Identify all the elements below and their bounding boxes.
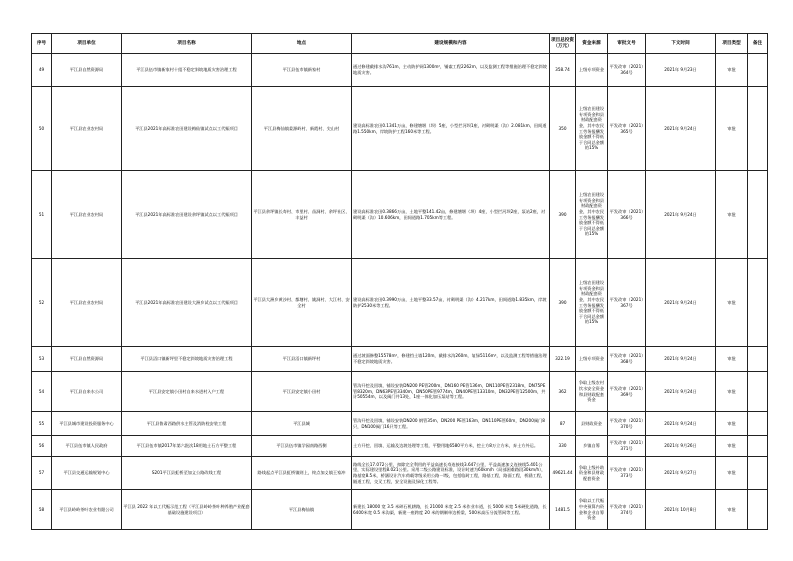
cell-fund: 上级农田建设专项资金和县财政配套资金，其中农民工劳务报酬发放金额不得低于合同总金额的15% bbox=[576, 171, 608, 259]
table-row bbox=[32, 457, 768, 490]
cell-unit: 平江县自来水公司 bbox=[52, 372, 122, 412]
cell-place: 平江县余坪镇长寿村、市里村、苗洞村、余坪社区、丰益村 bbox=[252, 171, 352, 259]
cell-invest: 358.74 bbox=[550, 54, 576, 87]
cell-date: 2021年 10月8日 bbox=[646, 490, 716, 530]
cell-date: 2021年 9月24日 bbox=[646, 171, 716, 259]
table-header-row bbox=[32, 34, 768, 54]
table-row bbox=[32, 372, 768, 412]
header-cell: 审批文号 bbox=[608, 34, 646, 54]
cell-type: 审批 bbox=[716, 259, 748, 347]
cell-note bbox=[748, 171, 768, 259]
cell-note bbox=[748, 87, 768, 171]
cell-note bbox=[748, 436, 768, 457]
cell-no: 50 bbox=[32, 87, 52, 171]
cell-unit: 平江县交通运输规划中心 bbox=[52, 457, 122, 490]
cell-content: 通过坡面修整15578m²，修建挡土墙120m，截排水沟260m，复绿5116m²，以及监测工程等措施治理不稳定斜坡地质灾害。 bbox=[352, 347, 550, 372]
cell-content: 路线全长17.072公里，扣除完全利用的平益高速长寿连接线3.647公里，平益高速加义连接线5.401公里，实际建设里程8.021公里。采用二级公路建设标准，设计时速为60km/h（局部困难路段30km/h），路基宽8.5米，桥涵设计汽车荷载等级采用公路－I级，包括临时工程，路基工程，路面工程，桥涵工程，隧道工程，交叉工程，安全设施及绿化工程等。 bbox=[352, 457, 550, 490]
cell-invest: 1481.5 bbox=[550, 490, 576, 530]
cell-no: 51 bbox=[32, 171, 52, 259]
table-row bbox=[32, 412, 768, 436]
cell-approval: 平发改审（2021）374号 bbox=[608, 490, 646, 530]
cell-place: 平江县梅仙镇姜源岭村、新霞村、尖山村 bbox=[252, 87, 352, 171]
cell-type: 审批 bbox=[716, 347, 748, 372]
cell-note bbox=[748, 457, 768, 490]
cell-fund: 县财政资金 bbox=[576, 412, 608, 436]
cell-no: 56 bbox=[32, 436, 52, 457]
cell-fund: 争取以工代赈中央预算内资金和企业自筹资金 bbox=[576, 490, 608, 530]
cell-type: 审批 bbox=[716, 87, 748, 171]
cell-type: 审批 bbox=[716, 372, 748, 412]
header-cell: 项目单位 bbox=[52, 34, 122, 54]
table-row bbox=[32, 347, 768, 372]
project-approval-table bbox=[31, 33, 768, 530]
cell-approval: 平发改审（2021）370号 bbox=[608, 412, 646, 436]
cell-name: 平江县2021年高标准农田建设余坪镇试点以工代赈项目 bbox=[122, 171, 252, 259]
cell-date: 2021年 9月27日 bbox=[646, 457, 716, 490]
cell-fund: 争取上级农村饮水安全资金和县财政配套资金 bbox=[576, 372, 608, 412]
cell-approval: 平发改审（2021）366号 bbox=[608, 171, 646, 259]
cell-date: 2021年 9月24日 bbox=[646, 412, 716, 436]
cell-fund: 上级农田建设专项资金和县财政配套资金，其中农民工劳务报酬发放金额不得低于合同总金额的15% bbox=[576, 259, 608, 347]
cell-name: 平江县安定镇小田村自来水进村入户工程 bbox=[122, 372, 252, 412]
cell-name: S201平江县虹桥至加义公路改线工程 bbox=[122, 457, 252, 490]
cell-invest: 390 bbox=[550, 259, 576, 347]
header-cell: 项目名称 bbox=[122, 34, 252, 54]
cell-invest: 322.19 bbox=[550, 347, 576, 372]
cell-no: 52 bbox=[32, 259, 52, 347]
cell-date: 2021年 9月23日 bbox=[646, 54, 716, 87]
cell-name: 平江县鲁肃西路供水主管及消防栓安装工程 bbox=[122, 412, 252, 436]
cell-type: 审批 bbox=[716, 457, 748, 490]
cell-note bbox=[748, 372, 768, 412]
cell-invest: 49621.44 bbox=[550, 457, 576, 490]
cell-name: 平江县2021年高标准农田建设梅仙镇试点以工代赈项目 bbox=[122, 87, 252, 171]
cell-approval: 平发改审（2021）368号 bbox=[608, 347, 646, 372]
cell-content: 建设高标准农田0.3990万亩，土地平整33.57亩，衬砌明渠（沟）4.217km，田间道路1.835km，岸坡防护2530米等工程。 bbox=[352, 259, 550, 347]
table-row bbox=[32, 171, 768, 259]
cell-content: 建设高标准农田0.3866万亩，土地平整141.42亩，修建塘堰（坝）4座，小型拦河坝2座，泵站2座，衬砌明渠（沟）10.606km，田间道路1.705km等工程。 bbox=[352, 171, 550, 259]
cell-name: 平江县 2022 年以工代赈示范工程（平江县岭岭茶叶种养殖产业配套基础设施建设项目） bbox=[122, 490, 252, 530]
cell-content: 土方开挖、回填、运输及边坡处理等工程，平整用地6580平方米，挖土方8万立方米，弃土方外运。 bbox=[352, 436, 550, 457]
cell-approval: 平发改审（2021）367号 bbox=[608, 259, 646, 347]
cell-name: 平江县浯口镇新坪里不稳定斜坡地质灾害治理工程 bbox=[122, 347, 252, 372]
cell-content: 管沟开挖及回填，铺设安装DN200 PE管200m，DN160 PE管136m，DN110PE管2318m，DN75PE管8320m，DN63PE管3340m，DN50PE管9774m，DN40PE管13310m，DN32PE管12500m，共计50554m，以及阀门井13处，1座一体化加压泵站等工程。 bbox=[352, 372, 550, 412]
cell-type: 审批 bbox=[716, 171, 748, 259]
cell-no: 49 bbox=[32, 54, 52, 87]
cell-content: 通过修建截排水沟761m，主动防护网1300m²，铺索工程2262m，以及监测工程等措施治理不稳定斜坡地质灾害。 bbox=[352, 54, 550, 87]
cell-no: 58 bbox=[32, 490, 52, 530]
cell-approval: 平发改审（2021）364号 bbox=[608, 54, 646, 87]
cell-type: 审批 bbox=[716, 490, 748, 530]
cell-note bbox=[748, 54, 768, 87]
cell-date: 2021年 9月24日 bbox=[646, 87, 716, 171]
cell-date: 2021年 9月26日 bbox=[646, 436, 716, 457]
header-cell: 地点 bbox=[252, 34, 352, 54]
table-row bbox=[32, 259, 768, 347]
header-cell: 资金来源 bbox=[576, 34, 608, 54]
cell-unit: 平江县农业农村局 bbox=[52, 259, 122, 347]
cell-place: 平江县安定镇小田村 bbox=[252, 372, 352, 412]
header-cell: 备注 bbox=[748, 34, 768, 54]
cell-no: 54 bbox=[32, 372, 52, 412]
cell-approval: 平发改审（2021）373号 bbox=[608, 457, 646, 490]
table-row bbox=[32, 87, 768, 171]
header-cell: 下文时间 bbox=[646, 34, 716, 54]
cell-unit: 平江县自然资源局 bbox=[52, 347, 122, 372]
cell-place: 平江县城 bbox=[252, 412, 352, 436]
cell-name: 平江县伍市镇2017年第六批次18用地土石方平整工程 bbox=[122, 436, 252, 457]
cell-unit: 平江县伍市镇人民政府 bbox=[52, 436, 122, 457]
cell-invest: 87 bbox=[550, 412, 576, 436]
cell-fund: 上级农田建设专项资金和县财政配套资金，其中农民工劳务报酬发放金额不得低于合同总金额的15% bbox=[576, 87, 608, 171]
cell-date: 2021年 9月24日 bbox=[646, 372, 716, 412]
table-row bbox=[32, 490, 768, 530]
cell-note bbox=[748, 412, 768, 436]
cell-fund: 上级专项资金 bbox=[576, 347, 608, 372]
cell-place: 路线起点平江县虹桥镇则上，终点加义镇王家冲 bbox=[252, 457, 352, 490]
header-cell: 项目总投资（万元） bbox=[550, 34, 576, 54]
cell-note bbox=[748, 259, 768, 347]
cell-invest: 390 bbox=[550, 171, 576, 259]
cell-place: 平江县大洲乡黄沙村、都塘村、姚洞村、大江村、安全村 bbox=[252, 259, 352, 347]
table-row bbox=[32, 436, 768, 457]
cell-note bbox=[748, 347, 768, 372]
cell-no: 53 bbox=[32, 347, 52, 372]
cell-unit: 平江县农业农村局 bbox=[52, 171, 122, 259]
cell-fund: 乡镇自筹 bbox=[576, 436, 608, 457]
cell-content: 新建长 18000 宽 3.5 米碎石机耕路，长 21000 米宽 2.5 米作业车道，长 5000 米宽 5米硬化道路，长 6400米宽 0.5 米沟渠，新建一座跨度 20 米的钢制单边桥梁，500米高压分流管网等工程。 bbox=[352, 490, 550, 530]
cell-unit: 平江县农业农村局 bbox=[52, 87, 122, 171]
cell-type: 审批 bbox=[716, 412, 748, 436]
cell-content: 建设高标准农田0.1341万亩，修建塘堰（坝）5座，小型拦河坝1座，衬砌明渠（沟）2.081km，田间道路1.550km，岸坡防护工程160米等工程。 bbox=[352, 87, 550, 171]
cell-unit: 平江县岭岭茶叶农业有限公司 bbox=[52, 490, 122, 530]
header-cell: 项目类型 bbox=[716, 34, 748, 54]
cell-type: 审批 bbox=[716, 54, 748, 87]
cell-date: 2021年 9月24日 bbox=[646, 347, 716, 372]
table-row bbox=[32, 54, 768, 87]
cell-date: 2021年 9月24日 bbox=[646, 259, 716, 347]
cell-unit: 平江县城市建设投资服务中心 bbox=[52, 412, 122, 436]
cell-approval: 平发改审（2021）365号 bbox=[608, 87, 646, 171]
cell-name: 平江县伍市镇新家村十组不稳定斜坡地质灾害治理工程 bbox=[122, 54, 252, 87]
cell-place: 平江县梅仙镇 bbox=[252, 490, 352, 530]
cell-approval: 平发改审（2021）369号 bbox=[608, 372, 646, 412]
header-cell: 建设规模和内容 bbox=[352, 34, 550, 54]
header-cell: 序号 bbox=[32, 34, 52, 54]
cell-content: 管沟开挖及回填，铺设安装DN200 钢管35m，DN200 PE管163m，DN110PE管60m，DN200阀门8只，DN100阀门16只等工程。 bbox=[352, 412, 550, 436]
cell-fund: 上级专项资金 bbox=[576, 54, 608, 87]
cell-approval: 平发改审（2021）371号 bbox=[608, 436, 646, 457]
cell-note bbox=[748, 490, 768, 530]
cell-no: 57 bbox=[32, 457, 52, 490]
cell-fund: 争取上级补助资金和县财政配套资金 bbox=[576, 457, 608, 490]
cell-place: 平江县伍市镇新家村 bbox=[252, 54, 352, 87]
cell-invest: 330 bbox=[550, 436, 576, 457]
cell-no: 55 bbox=[32, 412, 52, 436]
cell-name: 平江县2021年高标准农田建设大洲乡试点以工代赈项目 bbox=[122, 259, 252, 347]
cell-unit: 平江县自然资源局 bbox=[52, 54, 122, 87]
cell-place: 平江县伍市镇学园南路西侧 bbox=[252, 436, 352, 457]
cell-place: 平江县浯口镇新坪村 bbox=[252, 347, 352, 372]
cell-invest: 350 bbox=[550, 87, 576, 171]
cell-invest: 362 bbox=[550, 372, 576, 412]
cell-type: 审批 bbox=[716, 436, 748, 457]
